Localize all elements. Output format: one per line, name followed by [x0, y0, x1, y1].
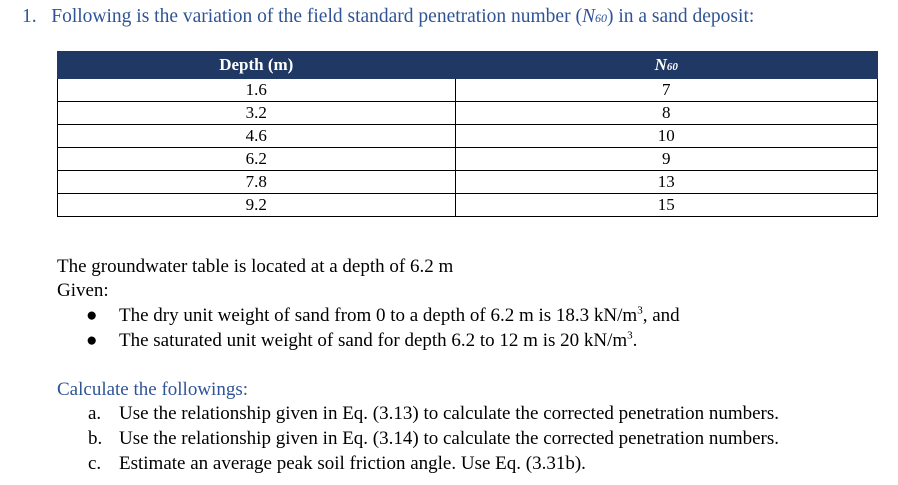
table-row — [58, 125, 878, 148]
depth-cell: 9.2 — [58, 194, 456, 217]
given-item — [86, 330, 637, 352]
given-after: . — [632, 330, 638, 351]
question-symbol: N — [581, 6, 595, 27]
question-text-end: ) in a sand deposit: — [606, 6, 755, 27]
question-number: 1. — [22, 6, 37, 27]
table-header-row — [58, 52, 878, 79]
task-label: a. — [88, 403, 102, 424]
n60-cell: 7 — [455, 79, 877, 102]
given-sup: 3 — [627, 329, 633, 342]
header-depth: Depth (m) — [58, 52, 456, 79]
depth-cell: 4.6 — [58, 125, 456, 148]
given-sup: 3 — [637, 304, 643, 317]
n60-cell: 8 — [455, 102, 877, 125]
question-text: Following is the variation of the field standard penetration number ( — [51, 6, 582, 27]
given-item — [86, 305, 680, 327]
given-text: The saturated unit weight of sand for depth 6.2 to 12 m is 20 kN/m — [119, 330, 628, 351]
given-text: The dry unit weight of sand from 0 to a depth of 6.2 m is 18.3 kN/m — [119, 305, 638, 326]
table-row — [58, 79, 878, 102]
question-title — [22, 6, 754, 28]
n60-cell: 10 — [455, 125, 877, 148]
n60-cell: 15 — [455, 194, 877, 217]
bullet-icon: ● — [86, 305, 98, 326]
table-row — [58, 171, 878, 194]
depth-cell: 3.2 — [58, 102, 456, 125]
header-n60-symbol: N — [654, 55, 667, 74]
groundwater-text: The groundwater table is located at a depth of 6.2 m — [57, 256, 454, 277]
table-row — [58, 148, 878, 171]
question-symbol-sub: 60 — [594, 11, 607, 25]
depth-cell: 6.2 — [58, 148, 456, 171]
task-text: Use the relationship given in Eq. (3.14) to calculate the corrected penetration numbers. — [119, 428, 780, 449]
given-after: , and — [642, 305, 680, 326]
table-row — [58, 194, 878, 217]
n60-cell: 9 — [455, 148, 877, 171]
depth-cell: 7.8 — [58, 171, 456, 194]
header-n60-sub: 60 — [666, 61, 678, 73]
task-text: Use the relationship given in Eq. (3.13) to calculate the corrected penetration numbers. — [119, 403, 780, 424]
task-label: b. — [88, 428, 103, 449]
table-row — [58, 102, 878, 125]
n60-cell: 13 — [455, 171, 877, 194]
bullet-icon: ● — [86, 330, 98, 351]
calc-title: Calculate the followings: — [57, 379, 249, 400]
depth-cell: 1.6 — [58, 79, 456, 102]
task-item — [88, 453, 586, 475]
given-label: Given: — [57, 280, 109, 301]
task-item — [88, 403, 779, 425]
task-text: Estimate an average peak soil friction angle. Use Eq. (3.31b). — [119, 453, 586, 474]
spt-table — [57, 51, 878, 217]
header-n60 — [455, 52, 877, 79]
task-label: c. — [88, 453, 102, 474]
task-item — [88, 428, 779, 450]
